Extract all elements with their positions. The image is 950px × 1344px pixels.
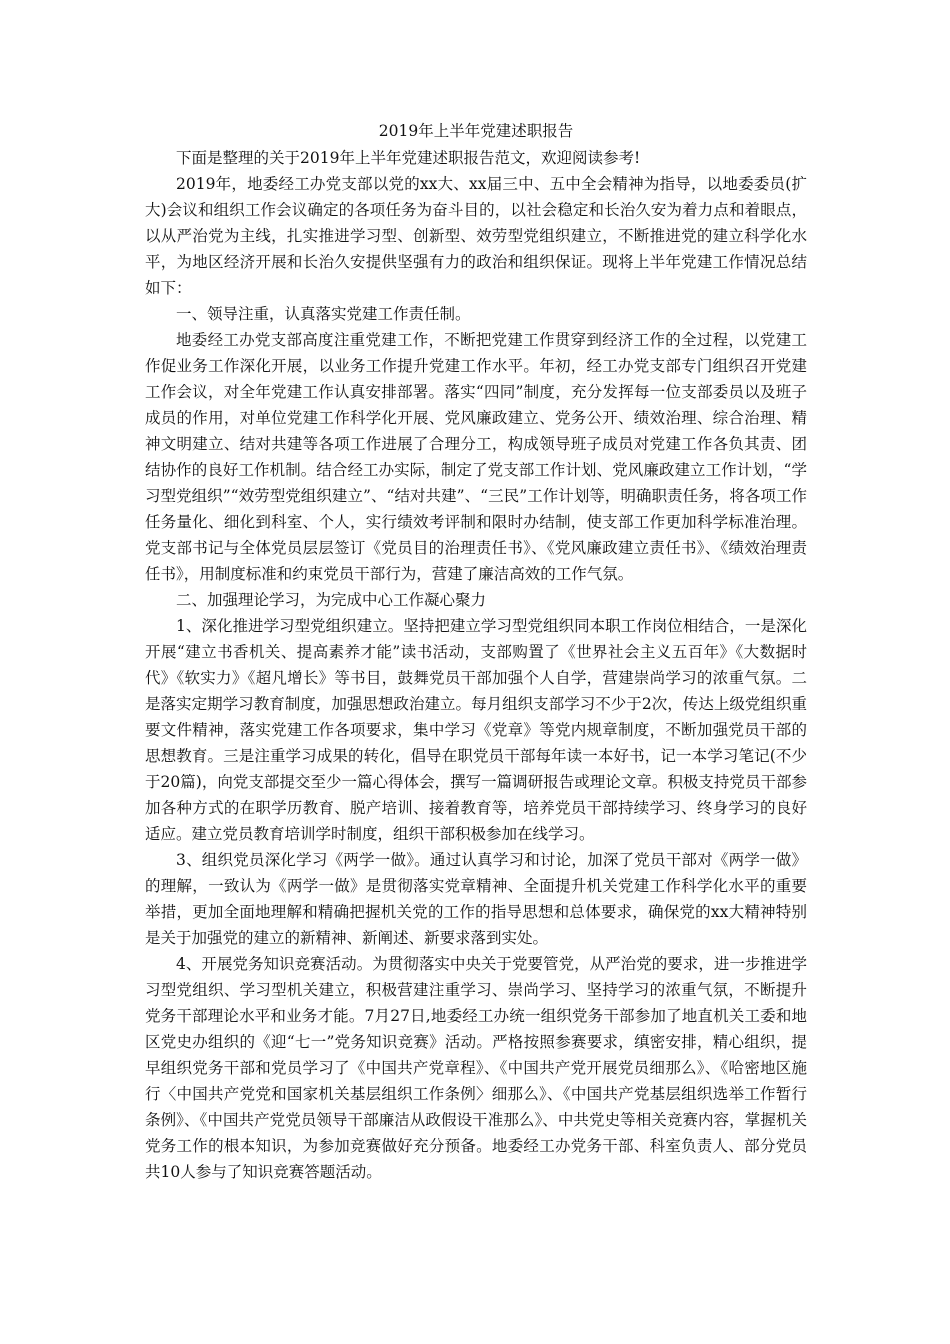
overview-paragraph: 2019年，地委经工办党支部以党的xx大、xx届三中、五中全会精神为指导，以地委委员(扩大)会议和组织工作会议确定的各项任务为奋斗目的，以社会稳定和长治久安为着力点和着眼点，以从严治党为主线，扎实推进学习型、创新型、效劳型党组织建立，不断推进党的建立科学化水平，为地区经济开展和长治久安提供坚强有力的政治和组织保证。现将上半年党建工作情况总结如下： bbox=[145, 175, 807, 297]
section-1-paragraph: 地委经工办党支部高度注重党建工作，不断把党建工作贯穿到经济工作的全过程，以党建工作促业务工作深化开展，以业务工作提升党建工作水平。年初，经工办党支部专门组织召开党建工作会议，对全年党建工作认真安排部署。落实“四同”制度，充分发挥每一位支部委员以及班子成员的作用，对单位党建工作科学化开展、党风廉政建立、党务公开、绩效治理、综合治理、精神文明建立、结对共建等各项工作进展了合理分工，构成领导班子成员对党建工作各负其责、团结协作的良好工作机制。结合经工办实际，制定了党支部工作计划、党风廉政建立工作计划，“学习型党组织”“效劳型党组织建立”、“结对共建”、“三民”工作计划等，明确职责任务，将各项工作任务量化、细化到科室、个人，实行绩效考评制和限时办结制，使支部工作更加科学标准治理。党支部书记与全体党员层层签订《党员目的治理责任书》、《党风廉政建立责任书》、《绩效治理责任书》，用制度标准和约束党员干部行为，营建了廉洁高效的工作气氛。 bbox=[145, 331, 807, 583]
item-4-paragraph: 4、开展党务知识竞赛活动。为贯彻落实中央关于党要管党，从严治党的要求，进一步推进学习型党组织、学习型机关建立，积极营建注重学习、崇尚学习、坚持学习的浓重气氛，不断提升党务干部理论水平和业务才能。7月27日,地委经工办统一组织党务干部参加了地直机关工委和地区党史办组织的《迎“七一”党务知识竞赛》活动。严格按照参赛要求，缜密安排，精心组织，提早组织党务干部和党员学习了《中国共产党章程》、《中国共产党开展党员细那么》、《哈密地区施行〈中国共产党党和国家机关基层组织工作条例〉细那么》、《中国共产党基层组织选举工作暂行条例》、《中国共产党党员领导干部廉洁从政假设干准那么》、中共党史等相关竞赛内容，掌握机关党务工作的根本知识，为参加竞赛做好充分预备。地委经工办党务干部、科室负责人、部分党员共10人参与了知识竞赛答题活动。 bbox=[145, 955, 807, 1181]
document-page bbox=[145, 118, 807, 1185]
section-heading-1: 一、领导注重，认真落实党建工作责任制。 bbox=[176, 305, 471, 323]
document-title: 2019年上半年党建述职报告 bbox=[378, 122, 574, 140]
intro-paragraph: 下面是整理的关于2019年上半年党建述职报告范文，欢迎阅读参考! bbox=[176, 149, 641, 167]
item-3-paragraph: 3、组织党员深化学习《两学一做》。通过认真学习和讨论，加深了党员干部对《两学一做》的理解，一致认为《两学一做》是贯彻落实党章精神、全面提升机关党建工作科学化水平的重要举措，更加全面地理解和精确把握机关党的工作的指导思想和总体要求，确保党的xx大精神特别是关于加强党的建立的新精神、新阐述、新要求落到实处。 bbox=[145, 851, 807, 947]
item-1-paragraph: 1、深化推进学习型党组织建立。坚持把建立学习型党组织同本职工作岗位相结合，一是深化开展“建立书香机关、提高素养才能”读书活动，支部购置了《世界社会主义五百年》《大数据时代》《软实力》《超凡增长》等书目，鼓舞党员干部加强个人自学，营建崇尚学习的浓重气氛。二是落实定期学习教育制度，加强思想政治建立。每月组织支部学习不少于2次，传达上级党组织重要文件精神，落实党建工作各项要求，集中学习《党章》等党内规章制度，不断加强党员干部的思想教育。三是注重学习成果的转化，倡导在职党员干部每年读一本好书，记一本学习笔记(不少于20篇)，向党支部提交至少一篇心得体会，撰写一篇调研报告或理论文章。积极支持党员干部参加各种方式的在职学历教育、脱产培训、接着教育等，培养党员干部持续学习、终身学习的良好适应。建立党员教育培训学时制度，组织干部积极参加在线学习。 bbox=[145, 617, 807, 843]
section-heading-2: 二、加强理论学习，为完成中心工作凝心聚力 bbox=[176, 591, 487, 609]
